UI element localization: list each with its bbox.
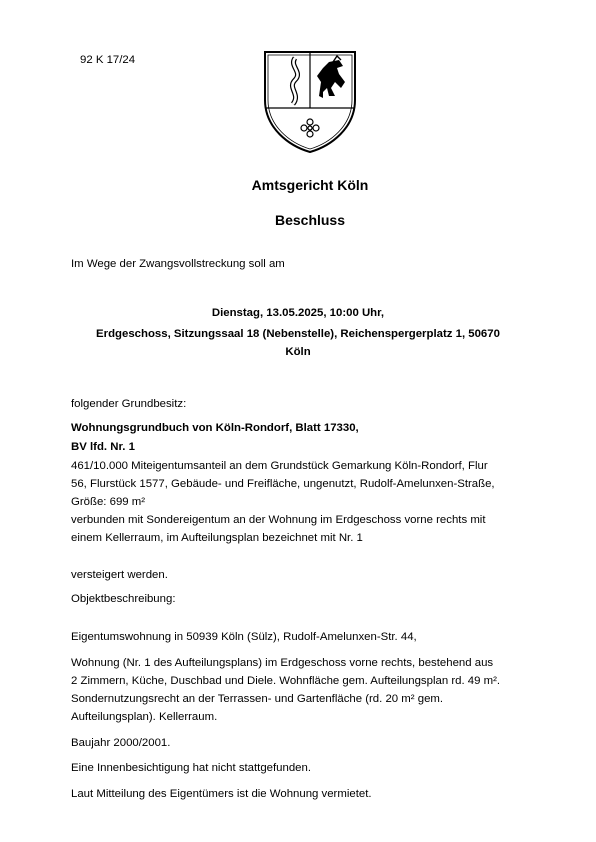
land-register-title: Wohnungsgrundbuch von Köln-Rondorf, Blatt 17330, [71, 422, 359, 434]
auction-date-time: Dienstag, 13.05.2025, 10:00 Uhr, [211, 307, 385, 319]
land-register-description-line: einem Kellerraum, im Aufteilungsplan bezeichnet mit Nr. 1 [71, 532, 363, 544]
auction-location: Erdgeschoss, Sitzungssaal 18 (Nebenstelle), Reichenspergerplatz 1, 50670 [96, 328, 500, 340]
case-number: 92 K 17/24 [80, 54, 136, 66]
land-register-description-line: 56, Flurstück 1577, Gebäude- und Freifläche, ungenutzt, Rudolf-Amelunxen-Straße, [71, 478, 495, 490]
land-register-description-line: verbunden mit Sondereigentum an der Wohnung im Erdgeschoss vorne rechts mit [71, 514, 486, 526]
object-details-line: 2 Zimmern, Küche, Duschbad und Diele. Wohnfläche gem. Aufteilungsplan rd. 49 m². [71, 675, 501, 687]
land-register-description-line: Größe: 699 m² [71, 496, 146, 508]
document-type: Beschluss [274, 212, 346, 228]
object-label: Objektbeschreibung: [71, 593, 176, 605]
auction-city: Köln [285, 346, 311, 358]
intro-text: Im Wege der Zwangsvollstreckung soll am [71, 258, 285, 270]
land-register-item: BV lfd. Nr. 1 [71, 441, 135, 453]
auction-note: versteigert werden. [71, 569, 168, 581]
object-address: Eigentumswohnung in 50939 Köln (Sülz), Rudolf-Amelunxen-Str. 44, [71, 631, 417, 643]
object-details-line: Wohnung (Nr. 1 des Aufteilungsplans) im Erdgeschoss vorne rechts, bestehend aus [71, 657, 494, 669]
coat-of-arms-icon [259, 48, 361, 154]
land-register-description-line: 461/10.000 Miteigentumsanteil an dem Grundstück Gemarkung Köln-Rondorf, Flur [71, 460, 488, 472]
object-details-line: Aufteilungsplan). Kellerraum. [71, 711, 218, 723]
inspection-note: Eine Innenbesichtigung hat nicht stattgefunden. [71, 762, 312, 774]
object-details-line: Sondernutzungsrecht an der Terrassen- und Gartenfläche (rd. 20 m² gem. [71, 693, 444, 705]
property-label: folgender Grundbesitz: [71, 398, 187, 410]
court-name: Amtsgericht Köln [251, 177, 369, 193]
rental-note: Laut Mitteilung des Eigentümers ist die Wohnung vermietet. [71, 788, 372, 800]
year-built: Baujahr 2000/2001. [71, 737, 171, 749]
